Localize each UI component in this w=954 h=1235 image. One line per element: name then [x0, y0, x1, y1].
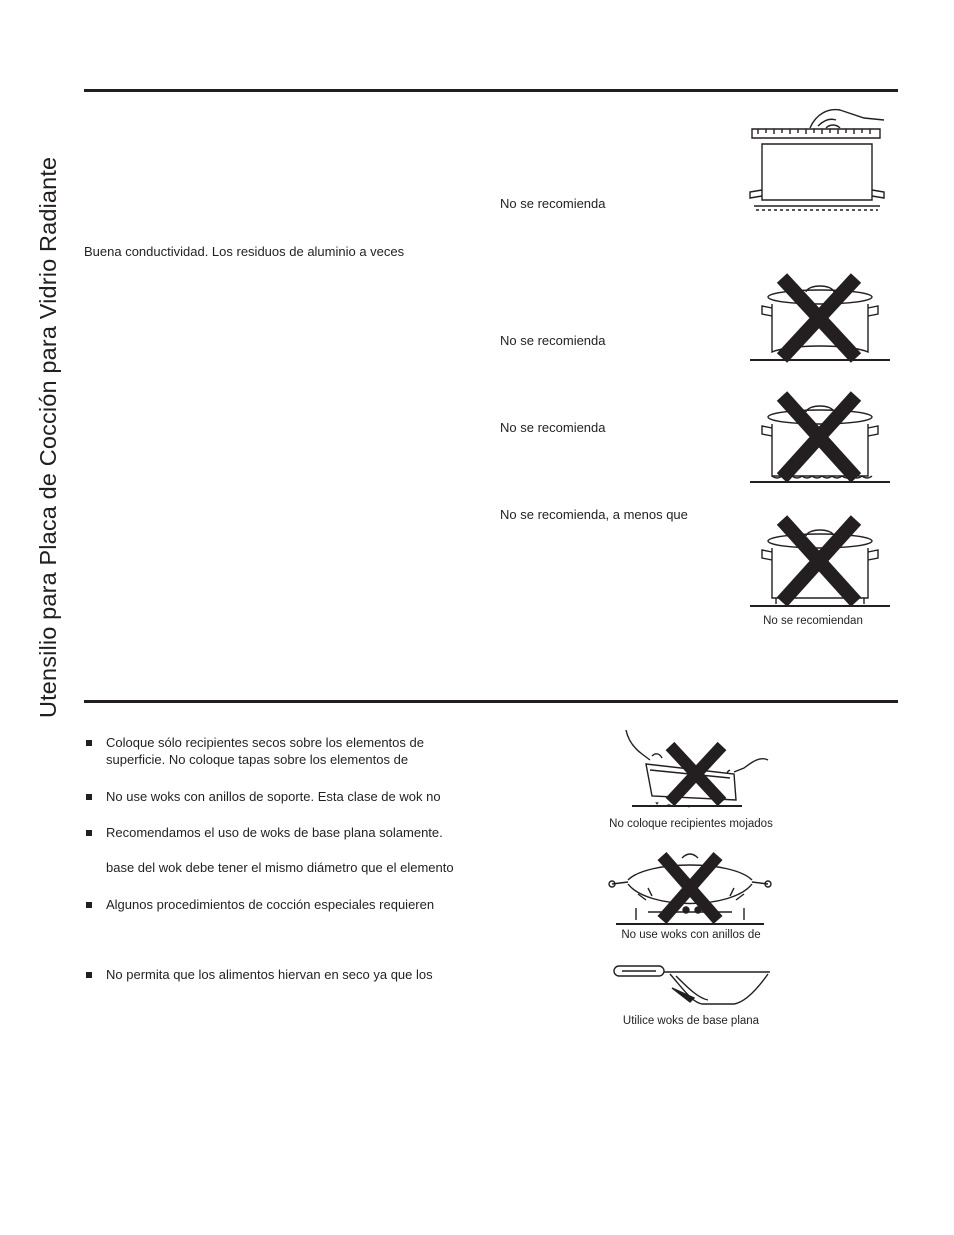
- flat-wok-illustration: [610, 962, 774, 1008]
- bullet-5-line-1: No permita que los alimentos hiervan en seco ya que los: [106, 967, 433, 982]
- warped-pot-x-illustration: [750, 272, 890, 364]
- bullet-marker: [86, 902, 92, 908]
- bullet-3-line-2: base del wok debe tener el mismo diámetro que el elemento: [106, 860, 454, 875]
- wet-pans-caption: No coloque recipientes mojados: [609, 818, 773, 830]
- bullet-marker: [86, 794, 92, 800]
- cookware-4-note: No se recomienda, a menos que: [500, 507, 688, 522]
- raised-bottom-pot-x-illustration: [750, 514, 890, 610]
- ridged-pot-x-illustration: [750, 392, 890, 486]
- aluminum-description: Buena conductividad. Los residuos de aluminio a veces: [84, 244, 405, 259]
- bullet-1-line-1: Coloque sólo recipientes secos sobre los elementos de: [106, 735, 424, 750]
- flat-pan-ruler-illustration: [744, 104, 890, 214]
- bullet-1-line-2: superficie. No coloque tapas sobre los elementos de: [106, 752, 409, 767]
- cookware-2-note: No se recomienda: [500, 333, 606, 348]
- side-title: Utensilio para Placa de Cocción para Vidrio Radiante: [35, 156, 61, 718]
- cookware-3-note: No se recomienda: [500, 420, 606, 435]
- bullet-marker: [86, 972, 92, 978]
- bullet-4-line-1: Algunos procedimientos de cocción especiales requieren: [106, 897, 435, 912]
- flat-wok-caption: Utilice woks de base plana: [622, 1015, 760, 1027]
- bullet-marker: [86, 740, 92, 746]
- not-recommended-caption: No se recomiendan: [763, 615, 863, 627]
- top-rule: [84, 89, 898, 92]
- bullet-marker: [86, 830, 92, 836]
- wet-pan-x-illustration: [622, 726, 770, 816]
- middle-rule: [84, 700, 898, 703]
- bullet-2-line-1: No use woks con anillos de soporte. Esta clase de wok no: [106, 789, 441, 804]
- wok-rings-caption: No use woks con anillos de: [621, 929, 761, 941]
- wok-ring-x-illustration: [608, 848, 772, 928]
- cookware-1-note: No se recomienda: [500, 196, 606, 211]
- bullet-3-line-1: Recomendamos el uso de woks de base plana solamente.: [106, 825, 443, 840]
